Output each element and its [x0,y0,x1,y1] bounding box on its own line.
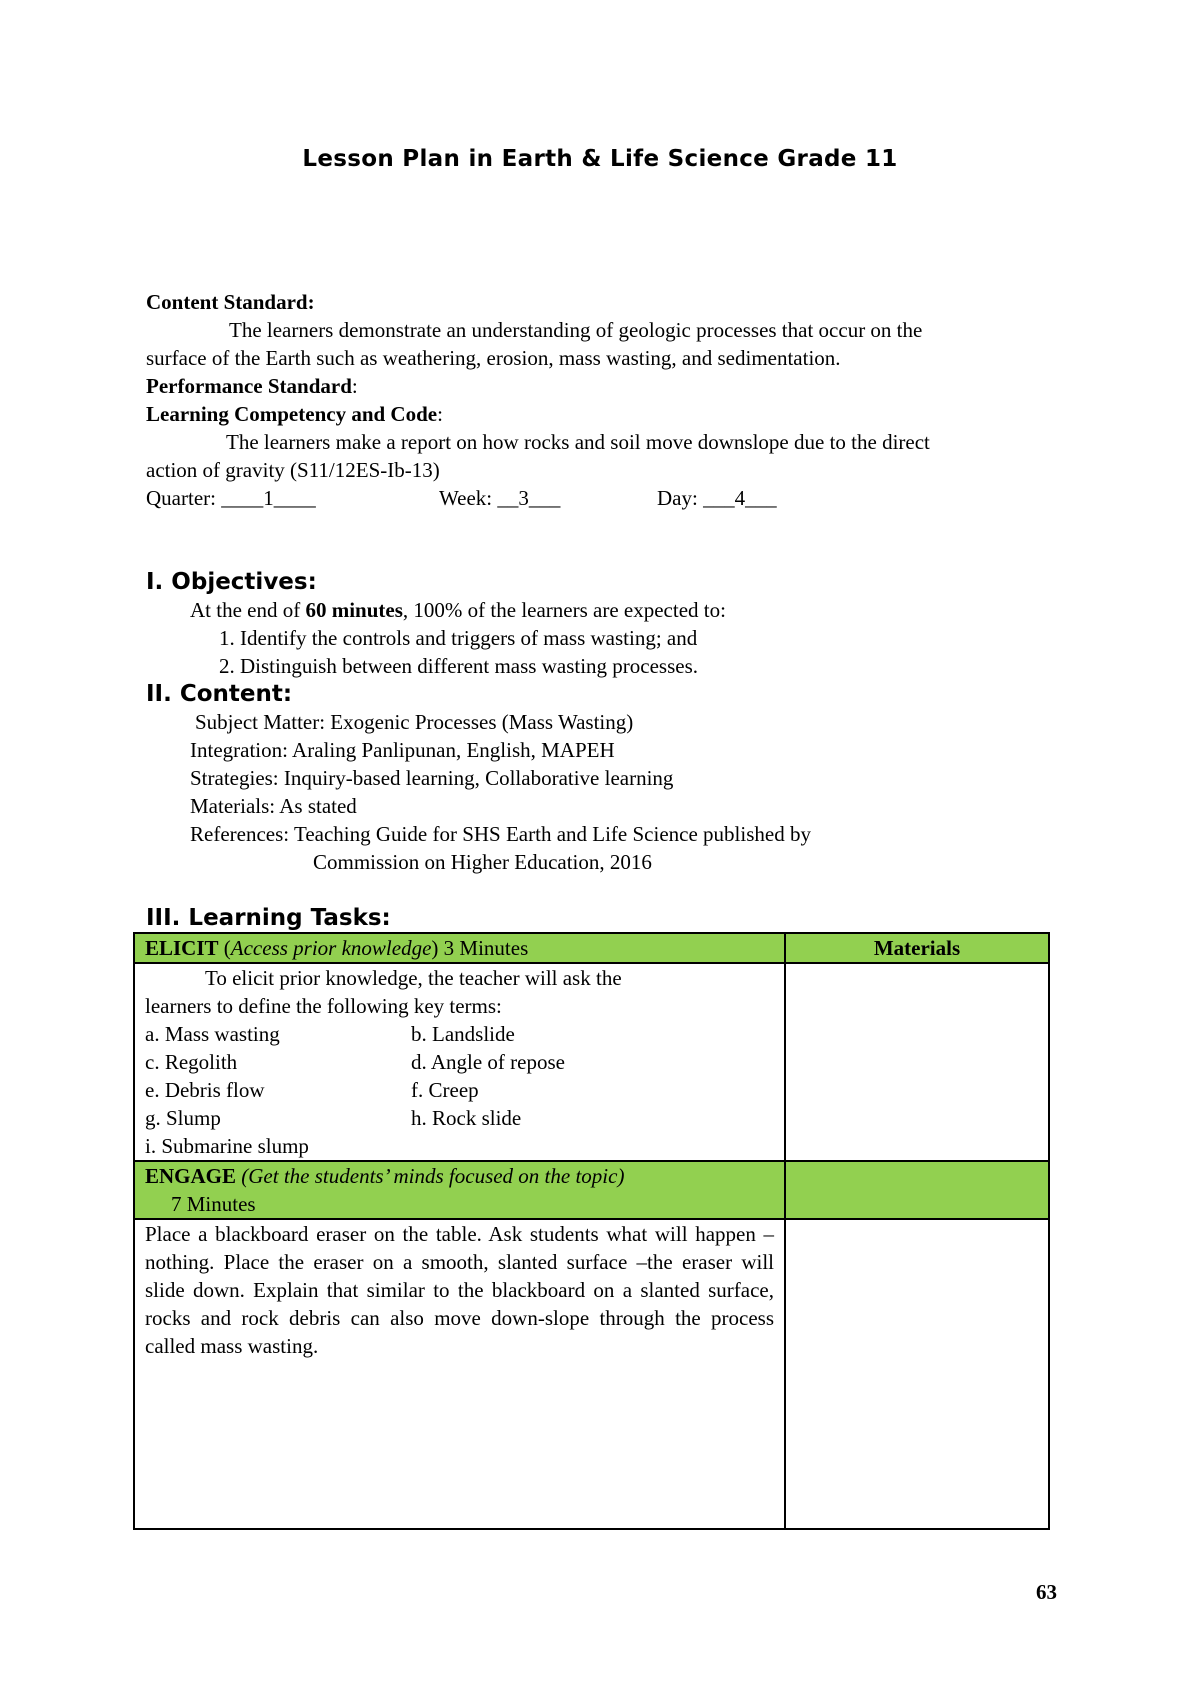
content-standard-text-2: surface of the Earth such as weathering, erosion, mass wasting, and sedimentation. [146,346,841,370]
schedule-row [146,484,1046,512]
learning-competency [146,400,1046,428]
tasks-section [146,904,1046,932]
page-number: 63 [1036,1580,1057,1604]
day [657,486,777,510]
content-standard-label: Content Standard: [146,290,315,314]
engage-description: (Get the students’ minds focused on the topic) [241,1164,625,1188]
competency-colon: : [437,402,443,426]
content-heading: II. Content: [146,681,293,707]
subject-matter: Subject Matter: Exogenic Processes (Mass Wasting) [195,710,634,734]
content-section [146,680,1046,876]
objectives-intro-pre: At the end of [190,598,306,622]
term: g. Slump [145,1106,221,1130]
term-row [145,1076,774,1104]
performance-colon: : [351,374,358,398]
integration: Integration: Araling Panlipunan, English, MAPEH [190,738,615,762]
objectives-heading: I. Objectives: [146,569,317,595]
term: c. Regolith [145,1050,238,1074]
objectives-intro-post: , 100% of the learners are expected to: [402,598,726,622]
tasks-heading: III. Learning Tasks: [146,905,391,931]
term-row [145,1132,774,1160]
performance-standard [146,372,1046,400]
week-value: __3___ [497,486,561,510]
engage-materials-cell [785,1219,1049,1529]
standards-section [146,288,1046,512]
elicit-text-2: learners to define the following key terms: [145,994,502,1018]
references-1: References: Teaching Guide for SHS Earth and Life Science published by [190,822,811,846]
learning-competency-label: Learning Competency and Code [146,402,438,426]
page-title: Lesson Plan in Earth & Life Science Grade 11 [302,146,898,172]
performance-standard-label: Performance Standard [146,374,352,398]
competency-text-1: The learners make a report on how rocks and soil move downslope due to the direct [226,430,930,454]
elicit-body-row [134,963,1049,1161]
objectives-section [146,568,1046,680]
objectives-intro [146,596,1046,624]
content-standard-text-1: The learners demonstrate an understanding of geologic processes that occur on the [229,318,923,342]
term: f. Creep [411,1078,479,1102]
week-label: Week: [439,486,498,510]
engage-body-row [134,1219,1049,1529]
objective-item-1: 1. Identify the controls and triggers of mass wasting; and [219,626,698,650]
engage-header-cell [134,1161,785,1219]
elicit-body-cell [134,963,785,1161]
quarter-label: Quarter: [146,486,222,510]
term-row [145,1104,774,1132]
elicit-text-1: To elicit prior knowledge, the teacher will ask the [205,966,622,990]
elicit-time: 3 Minutes [438,936,529,960]
engage-text: Place a blackboard eraser on the table. Ask students what will happen –nothing. Place the eraser on a smooth, slanted surface –the eraser will slide down. Explain that similar to the blackboard on a slanted surface, rocks and rock debris can also move down-slope through the process called mass wasting. [145,1222,774,1358]
term-row [145,1020,774,1048]
term: d. Angle of repose [411,1050,565,1074]
engage-time: 7 Minutes [171,1192,256,1216]
day-value: ___4___ [703,486,777,510]
competency-text-2: action of gravity (S11/12ES-Ib-13) [146,458,440,482]
engage-materials-header-cell [785,1161,1049,1219]
day-label: Day: [657,486,704,510]
references-2: Commission on Higher Education, 2016 [313,850,652,874]
engage-label: ENGAGE [145,1164,237,1188]
engage-header-row [134,1161,1049,1219]
elicit-materials-cell [785,963,1049,1161]
materials-header: Materials [785,933,1049,963]
learning-tasks-table [133,932,1050,1530]
strategies: Strategies: Inquiry-based learning, Collaborative learning [190,766,674,790]
materials: Materials: As stated [190,794,357,818]
week [439,484,657,512]
term: a. Mass wasting [145,1022,280,1046]
term: b. Landslide [411,1022,515,1046]
term-row [145,1048,774,1076]
elicit-header-cell: ELICIT (Access prior knowledge) 3 Minutes [134,933,785,963]
term: e. Debris flow [145,1078,265,1102]
elicit-description: Access prior knowledge [230,936,432,960]
quarter [146,484,439,512]
elicit-header-row [134,933,1049,963]
term: h. Rock slide [411,1106,522,1130]
objectives-intro-bold: 60 minutes [305,598,403,622]
quarter-value: ____1____ [221,486,316,510]
term: i. Submarine slump [145,1134,309,1158]
elicit-label: ELICIT [145,936,219,960]
objective-item-2: 2. Distinguish between different mass wasting processes. [219,654,699,678]
engage-body-cell [134,1219,785,1529]
